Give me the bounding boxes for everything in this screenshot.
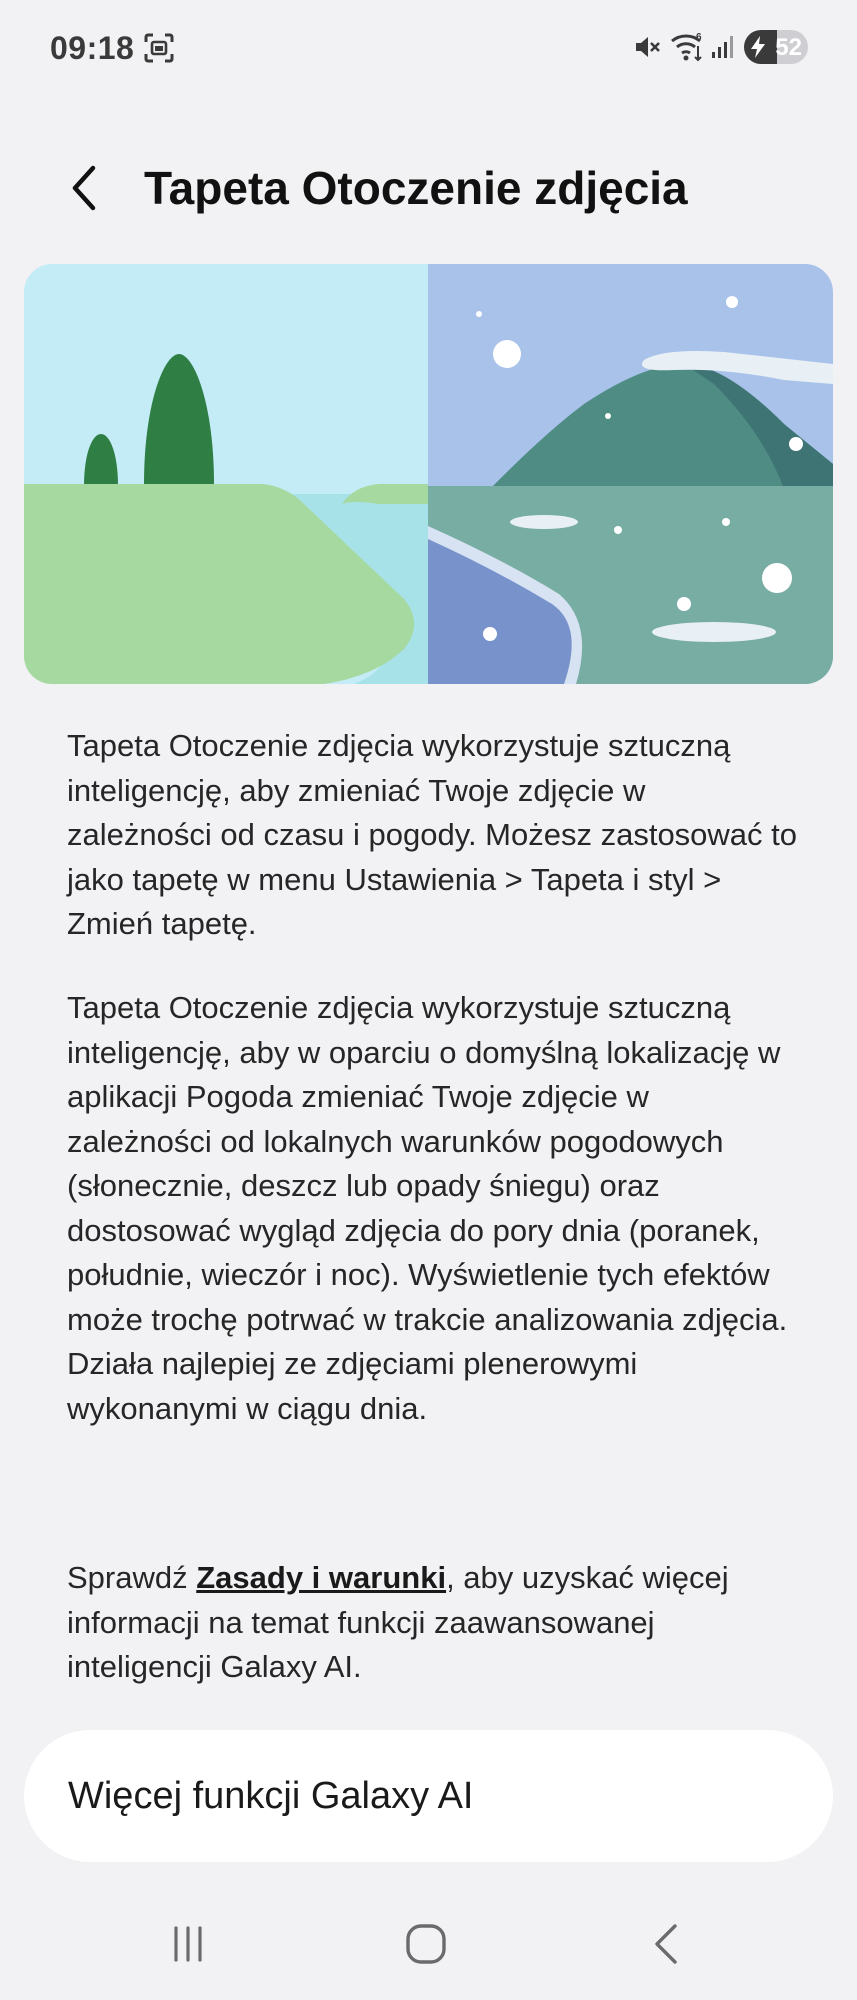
wallpaper-illustration (24, 264, 833, 684)
terms-and-conditions-link[interactable]: Zasady i warunki (196, 1560, 447, 1595)
more-features-label: Więcej funkcji Galaxy AI (68, 1774, 474, 1817)
more-galaxy-ai-features-button[interactable] (24, 1730, 833, 1862)
terms-paragraph (67, 1556, 797, 1690)
recent-apps-icon (168, 1924, 208, 1964)
screenshot-icon (143, 32, 175, 69)
description-paragraph-1: Tapeta Otoczenie zdjęcia wykorzystuje sztuczną inteligencję, aby zmieniać Twoje zdjęcie w zależności od czasu i pogody. Możesz zastosować to jako tapetę w menu Ustawienia > Tapeta i styl > Zmień tapetę. (67, 728, 798, 941)
terms-prefix: Sprawdź (67, 1560, 197, 1595)
wifi-icon (670, 30, 706, 69)
home-icon (404, 1922, 448, 1966)
status-time: 09:18 (50, 30, 135, 66)
battery-charging-icon (750, 36, 766, 63)
back-button[interactable] (56, 160, 112, 216)
home-button[interactable] (386, 1914, 466, 1974)
terms-suffix: , aby uzyskać więcej informacji na temat funkcji zaawansowanej inteligencji Galaxy AI. (67, 1560, 729, 1684)
svg-text:6: 6 (696, 32, 702, 43)
battery-indicator (744, 30, 808, 64)
battery-level: 52 (775, 34, 802, 61)
status-bar (0, 0, 857, 100)
page-title: Tapeta Otoczenie zdjęcia (144, 162, 688, 214)
recent-apps-button[interactable] (148, 1914, 228, 1974)
nav-back-button[interactable] (626, 1914, 706, 1974)
back-icon (651, 1922, 681, 1966)
chevron-left-icon (69, 164, 99, 212)
signal-icon (710, 34, 736, 65)
mute-icon (632, 32, 662, 67)
description-paragraph-2: Tapeta Otoczenie zdjęcia wykorzystuje sztuczną inteligencję, aby w oparciu o domyślną lokalizację w aplikacji Pogoda zmieniać Twoje zdjęcie w zależności od lokalnych warunków pogodowych (słonecznie, deszcz lub opady śniegu) oraz dostosować wygląd zdjęcia do pory dnia (poranek, południe, wieczór i noc). Wyświetlenie tych efektów może trochę potrwać w trakcie analizowania zdjęcia. Działa najlepiej ze zdjęciami plenerowymi wykonanymi w ciągu dnia. (67, 990, 788, 1426)
navigation-bar (0, 1900, 857, 2000)
